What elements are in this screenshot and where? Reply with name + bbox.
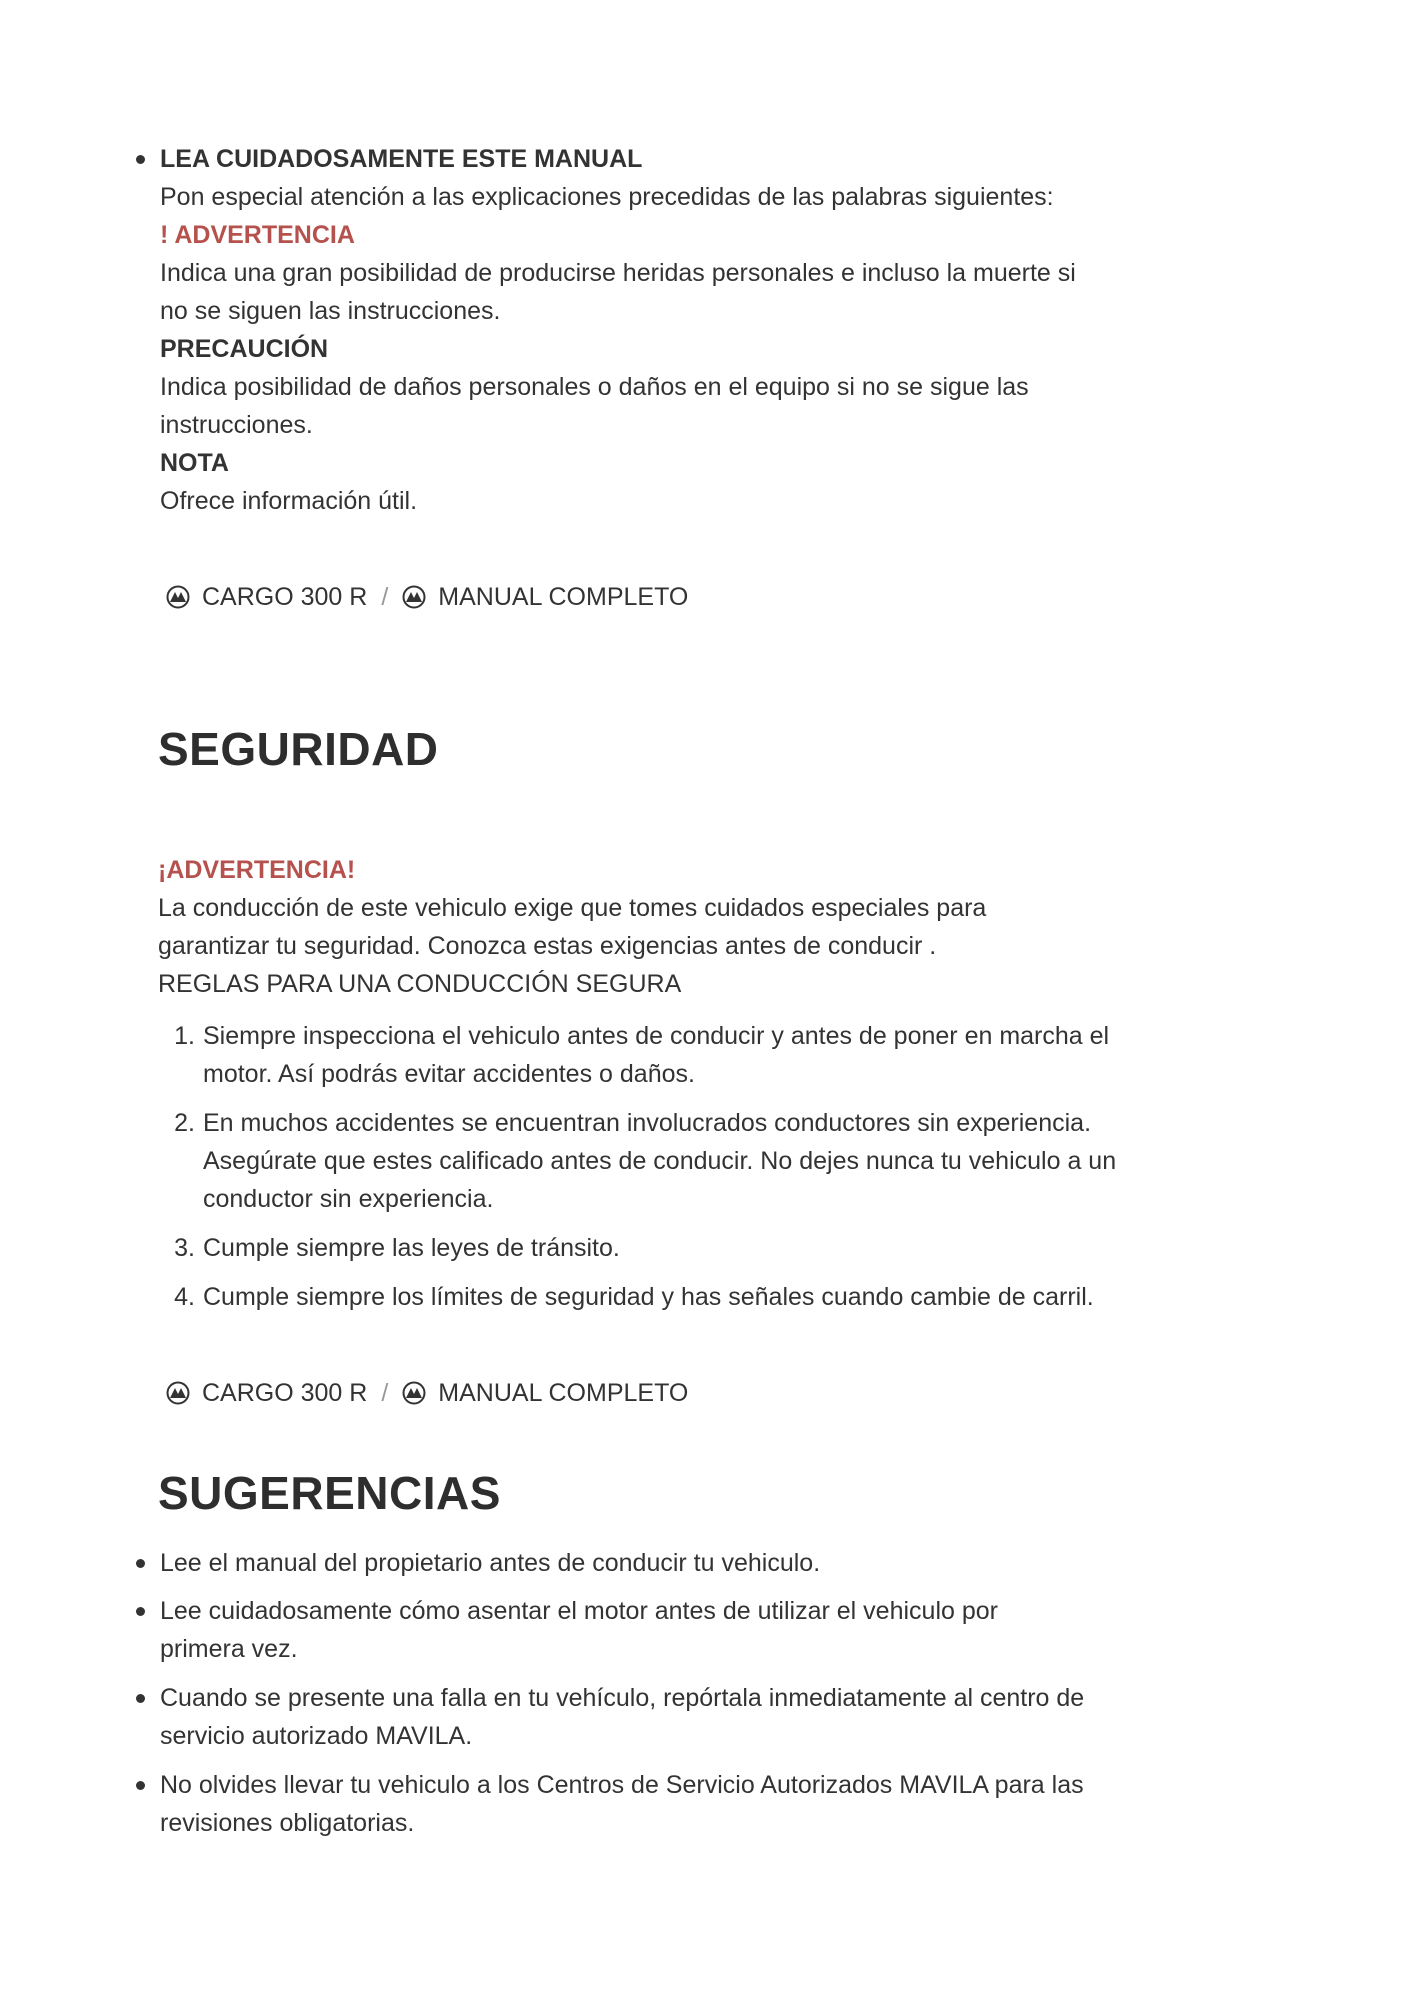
suggestion-item [160,1679,1130,1755]
intro-heading: LEA CUIDADOSAMENTE ESTE MANUAL [160,145,643,173]
breadcrumb-item-cargo[interactable]: CARGO 300 R [202,582,368,611]
rule-item [174,1104,1143,1218]
seguridad-paragraph: La conducción de este vehiculo exige que tomes cuidados especiales para [158,894,987,922]
suggestion-item [160,1592,1130,1668]
seguridad-warning-label: ¡ADVERTENCIA! [158,856,356,884]
brand-logo-icon [402,585,426,609]
rule-text: En muchos accidentes se encuentran involucrados conductores sin experiencia. [203,1109,1092,1137]
rule-item [174,1017,1143,1093]
rule-text: Siempre inspecciona el vehiculo antes de conducir y antes de poner en marcha el [203,1022,1110,1050]
bullet-dot [136,1559,145,1568]
rule-number: 1. [174,1022,195,1050]
suggestion-text: primera vez. [160,1635,298,1663]
suggestion-text: servicio autorizado MAVILA. [160,1722,473,1750]
suggestion-text: Lee cuidadosamente cómo asentar el motor antes de utilizar el vehiculo por [160,1597,998,1625]
breadcrumb-separator: / [381,582,389,611]
suggestion-item [160,1766,1130,1842]
suggestion-text: No olvides llevar tu vehiculo a los Centros de Servicio Autorizados MAVILA para las [160,1771,1084,1799]
seguridad-intro [158,851,1158,1003]
breadcrumb-item-cargo[interactable]: CARGO 300 R [202,1378,368,1407]
brand-logo-icon [166,585,190,609]
note-label: NOTA [160,449,229,477]
caution-text: Indica posibilidad de daños personales o daños en el equipo si no se sigue las [160,373,1029,401]
rule-text: Cumple siempre los límites de seguridad y has señales cuando cambie de carril. [203,1283,1094,1311]
breadcrumb-separator: / [381,1378,389,1407]
warning-text: Indica una gran posibilidad de producirse heridas personales e incluso la muerte si [160,259,1076,287]
breadcrumb-item-manual[interactable]: MANUAL COMPLETO [438,582,689,611]
brand-logo-icon [166,1381,190,1405]
intro-subtext: Pon especial atención a las explicaciones precedidas de las palabras siguientes: [160,183,1054,211]
intro-bullet [160,140,1130,520]
breadcrumb-item-manual[interactable]: MANUAL COMPLETO [438,1378,689,1407]
rules-heading: REGLAS PARA UNA CONDUCCIÓN SEGURA [158,970,682,998]
note-text: Ofrece información útil. [160,487,418,515]
bullet-dot [136,1781,145,1790]
bullet-dot [136,1607,145,1616]
rule-number: 4. [174,1283,195,1311]
breadcrumb [166,1373,688,1413]
rule-text: conductor sin experiencia. [203,1185,494,1213]
rule-text: Cumple siempre las leyes de tránsito. [203,1234,620,1262]
caution-text: instrucciones. [160,411,313,439]
bullet-dot [136,155,145,164]
rule-text: Asegúrate que estes calificado antes de conducir. No dejes nunca tu vehiculo a un [203,1147,1117,1175]
section-title-seguridad: SEGURIDAD [158,723,439,775]
warning-text: no se siguen las instrucciones. [160,297,501,325]
suggestion-text: revisiones obligatorias. [160,1809,415,1837]
caution-label: PRECAUCIÓN [160,335,329,363]
bullet-dot [136,1694,145,1703]
breadcrumb [166,577,688,617]
suggestion-text: Lee el manual del propietario antes de conducir tu vehiculo. [160,1549,821,1577]
section-title-sugerencias: SUGERENCIAS [158,1467,501,1519]
suggestion-item [160,1544,1130,1582]
rule-number: 3. [174,1234,195,1262]
rule-number: 2. [174,1109,195,1137]
suggestion-text: Cuando se presente una falla en tu vehículo, repórtala inmediatamente al centro de [160,1684,1085,1712]
seguridad-paragraph: garantizar tu seguridad. Conozca estas exigencias antes de conducir . [158,932,937,960]
rule-item [174,1278,1143,1316]
warning-label: ! ADVERTENCIA [160,221,355,249]
rule-text: motor. Así podrás evitar accidentes o daños. [203,1060,695,1088]
rule-item [174,1229,1143,1267]
brand-logo-icon [402,1381,426,1405]
